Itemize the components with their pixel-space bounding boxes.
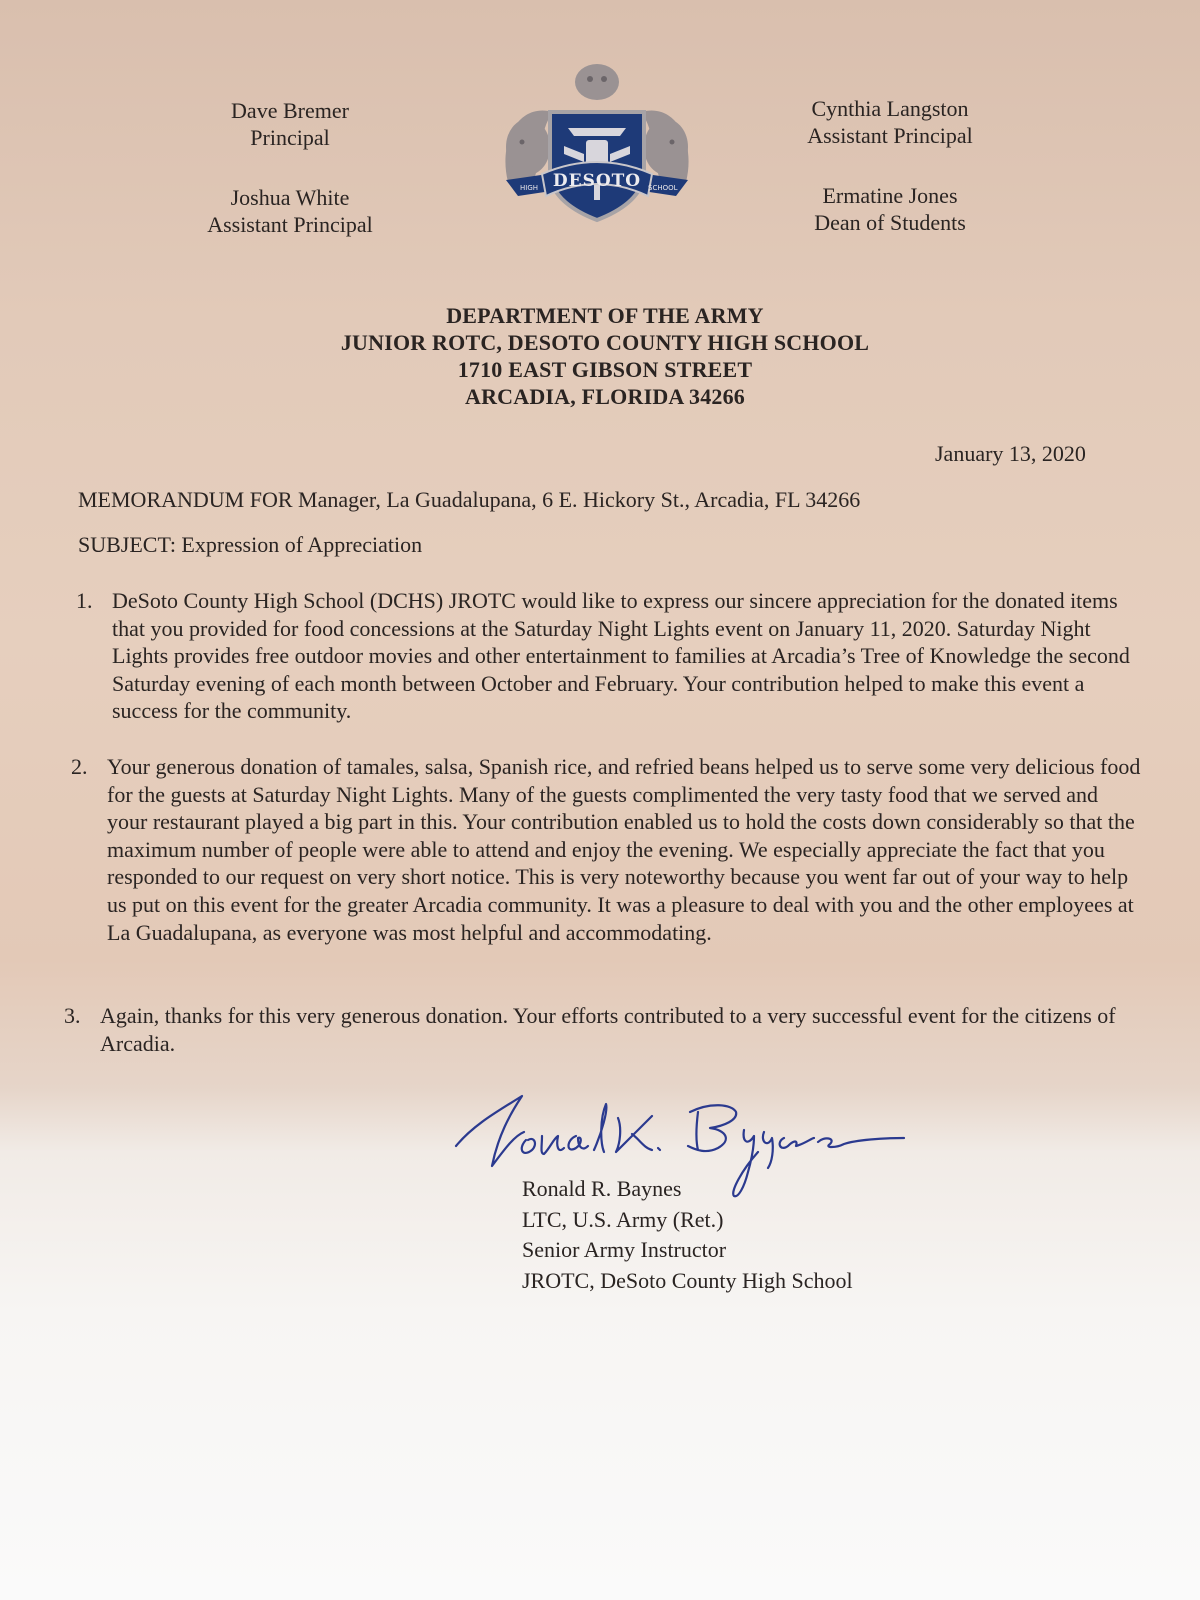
memorandum-for-line: MEMORANDUM FOR Manager, La Guadalupana, 6 E. Hickory St., Arcadia, FL 34266 — [78, 487, 861, 512]
staff-name: Dave Bremer — [231, 98, 349, 123]
letterhead-heading — [250, 302, 960, 410]
letter-date: January 13, 2020 — [935, 441, 1086, 466]
heading-line-unit: JUNIOR ROTC, DESOTO COUNTY HIGH SCHOOL — [340, 330, 870, 355]
paragraph-number: 2. — [71, 754, 88, 779]
heading-line-street: 1710 EAST GIBSON STREET — [457, 357, 753, 382]
heading-line-city: ARCADIA, FLORIDA 34266 — [464, 384, 746, 409]
staff-title: Dean of Students — [814, 210, 966, 235]
school-crest-logo — [498, 62, 696, 228]
staff-title: Assistant Principal — [207, 212, 373, 237]
crest-high-text: HIGH — [520, 184, 539, 192]
paragraph-text: Again, thanks for this very generous donation. Your efforts contributed to a very successful event for the citizens of Arcadia. — [100, 1003, 1116, 1056]
paragraph-2 — [71, 753, 1142, 946]
paragraph-text: DeSoto County High School (DCHS) JROTC would like to express our sincere appreciation for the donated items that you provided for food concessions at the Saturday Night Lights event on January 11, 2020. Saturday Night Lights provides free outdoor movies and other entertainment to families at Arcadia’s Tree of Knowledge the second Saturday evening of each month between October and February. Your contribution helped to make this event a success for the community. — [112, 588, 1130, 724]
paragraph-1 — [76, 587, 1142, 725]
staff-name: Cynthia Langston — [811, 96, 969, 121]
staff-principal — [210, 97, 370, 151]
staff-name: Ermatine Jones — [822, 183, 958, 208]
staff-dean-of-students — [790, 182, 990, 236]
paragraph-number: 1. — [76, 588, 93, 613]
signer-organization: JROTC, DeSoto County High School — [522, 1267, 853, 1293]
paragraph-text: Your generous donation of tamales, salsa, Spanish rice, and refried beans helped us to serve some very delicious food for the guests at Saturday Night Lights. Many of the guests complimented the very tasty food that we served and your restaurant played a big part in this. Your contribution enabled us to hold the costs down considerably so that the maximum number of people were able to attend and enjoy the evening. We especially appreciate the fact that you responded to our request on very short notice. This is very noteworthy because you went far out of your way to help us put on this event for the greater Arcadia community. It was a pleasure to deal with you and the other employees at La Guadalupana, as everyone was most helpful and accommodating. — [107, 754, 1141, 945]
staff-title: Principal — [250, 125, 330, 150]
staff-assistant-principal-langston — [780, 95, 1000, 149]
staff-title: Assistant Principal — [807, 123, 973, 148]
heading-line-department: DEPARTMENT OF THE ARMY — [446, 303, 764, 328]
subject-line: SUBJECT: Expression of Appreciation — [78, 532, 423, 557]
staff-assistant-principal-white — [185, 184, 395, 238]
signature-block — [522, 1174, 853, 1296]
staff-name: Joshua White — [230, 185, 350, 210]
crest-banner-text: DESOTO — [552, 171, 642, 191]
crest-school-text: SCHOOL — [648, 184, 678, 192]
signer-rank: LTC, U.S. Army (Ret.) — [522, 1206, 724, 1232]
paragraph-number: 3. — [64, 1003, 81, 1028]
signer-name: Ronald R. Baynes — [522, 1176, 682, 1201]
paragraph-3 — [64, 1002, 1140, 1057]
signer-position: Senior Army Instructor — [522, 1237, 727, 1262]
